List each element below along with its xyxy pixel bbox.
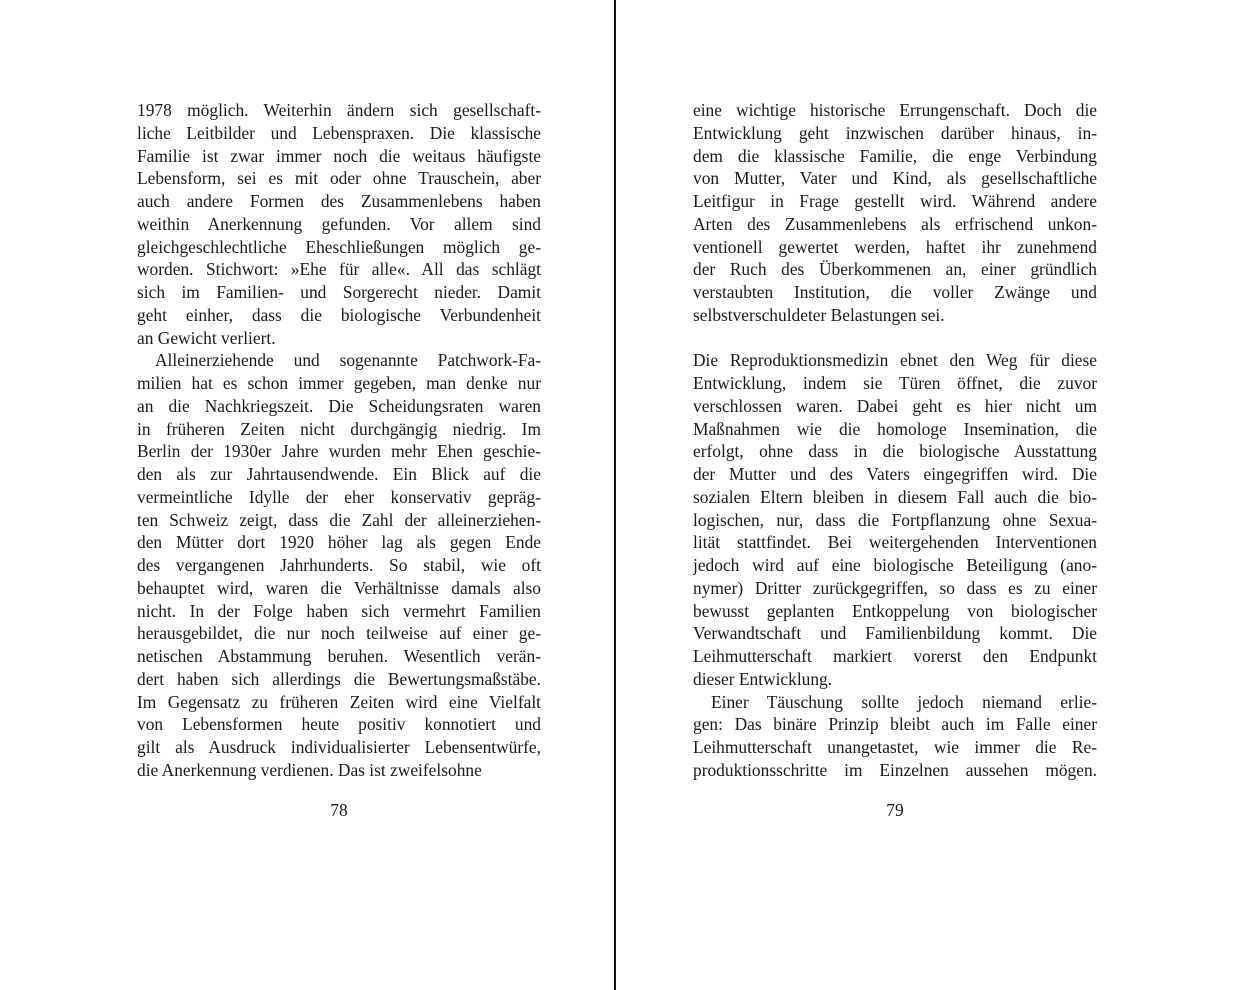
text-line: jedoch wird auf eine biologische Beteiligung (ano- (693, 555, 1097, 575)
text-line: den Mütter dort 1920 höher lag als gegen Ende (137, 532, 541, 553)
text-line: an Gewicht verliert. (137, 327, 276, 348)
text-line: Entwicklung, indem sie Türen öffnet, die zuvor (693, 373, 1097, 393)
text-line: sozialen Eltern bleiben in diesem Fall auch die bio- (693, 486, 1097, 507)
text-line: worden. Stichwort: »Ehe für alle«. All das schlägt (137, 259, 541, 280)
text-line: von Lebensformen heute positiv konnotiert und (137, 714, 541, 735)
text-line: Im Gegensatz zu früheren Zeiten wird eine Vielfalt (137, 691, 541, 712)
book-spine-divider (614, 0, 616, 990)
text-line: gleichgeschlechtliche Eheschließungen möglich ge- (137, 236, 541, 257)
text-line: dieser Entwicklung. (693, 668, 833, 689)
text-line: weithin Anerkennung gefunden. Vor allem sind (137, 213, 541, 234)
text-line: Alleinerziehende und sogenannte Patchwork-Fa- (155, 350, 541, 371)
text-line: an die Nachkriegszeit. Die Scheidungsraten waren (137, 395, 541, 416)
text-line: der Ruch des Überkommenen an, einer gründlich (693, 259, 1097, 280)
text-line: herausgebildet, die nur noch teilweise auf einer ge- (137, 623, 541, 644)
text-line: bewusst geplanten Entkoppelung von biologischer (693, 600, 1097, 621)
text-line: nymer) Dritter zurückgegriffen, so dass es zu einer (693, 577, 1097, 598)
text-line (693, 327, 1097, 350)
text-line: in früheren Zeiten nicht durchgängig niedrig. Im (137, 418, 541, 439)
text-line: eine wichtige historische Errungenschaft. Doch die (693, 100, 1097, 120)
text-line: dert haben sich allerdings die Bewertungsmaßstäbe. (137, 668, 541, 689)
text-line: Leihmutterschaft unangetastet, wie immer die Re- (693, 737, 1097, 757)
text-line: ten Schweiz zeigt, dass die Zahl der alleinerziehen- (137, 509, 541, 530)
text-line: dem die klassische Familie, die enge Verbindung (693, 145, 1097, 166)
text-line: behauptet wird, waren die Verhältnisse damals also (137, 577, 541, 598)
text-line: gen: Das binäre Prinzip bleibt auch im Falle einer (693, 714, 1097, 735)
text-line: gilt als Ausdruck individualisierter Lebensentwürfe, (137, 737, 541, 757)
text-line: verstaubten Institution, die voller Zwänge und (693, 282, 1097, 302)
text-line: Maßnahmen wie die homologe Insemination, die (693, 418, 1097, 439)
text-line: logischen, nur, dass die Fortpflanzung ohne Sexua- (693, 509, 1097, 530)
text-line: selbstverschuldeter Belastungen sei. (693, 304, 945, 325)
text-line: der Mutter und des Vaters eingegriffen wird. Die (693, 464, 1097, 484)
text-line: Leihmutterschaft markiert vorerst den Endpunkt (693, 646, 1097, 666)
left-page-number: 78 (330, 800, 348, 820)
text-line: Leitfigur in Frage gestellt wird. Während andere (693, 191, 1097, 211)
text-line: Familie ist zwar immer noch die weitaus häufigste (137, 145, 541, 166)
text-line: den als zur Jahrtausendwende. Ein Blick auf die (137, 464, 541, 484)
text-line: Verwandtschaft und Familienbildung kommt. Die (693, 623, 1097, 644)
text-line: produktionsschritte im Einzelnen aussehen mögen. (693, 759, 1097, 780)
text-line: Berlin der 1930er Jahre wurden mehr Ehen geschie- (137, 441, 541, 462)
text-line: liche Leitbilder und Lebenspraxen. Die klassische (137, 122, 541, 143)
text-line: nicht. In der Folge haben sich vermehrt Familien (137, 600, 541, 621)
text-line: 1978 möglich. Weiterhin ändern sich gesellschaft- (137, 100, 541, 120)
text-line: die Anerkennung verdienen. Das ist zweifelsohne (137, 759, 482, 780)
right-page-text (693, 99, 1097, 782)
text-line: erfolgt, ohne dass in die biologische Ausstattung (693, 441, 1097, 462)
text-line: auch andere Formen des Zusammenlebens haben (137, 191, 541, 211)
text-line: geht einher, dass die biologische Verbundenheit (137, 304, 541, 325)
text-line: des vergangenen Jahrhunderts. So stabil, wie oft (137, 555, 541, 575)
right-page-number: 79 (886, 800, 904, 820)
text-line: Einer Täuschung sollte jedoch niemand erlie- (711, 691, 1097, 712)
text-line: Arten des Zusammenlebens als erfrischend unkon- (693, 213, 1097, 234)
text-line: Entwicklung geht inzwischen darüber hinaus, in- (693, 122, 1097, 143)
text-line: von Mutter, Vater und Kind, als gesellschaftliche (693, 168, 1097, 189)
text-line: verschlossen waren. Dabei geht es hier nicht um (693, 395, 1097, 416)
text-line: sich im Familien- und Sorgerecht nieder. Damit (137, 282, 541, 302)
left-page-text (137, 99, 541, 782)
text-line: lität stattfindet. Bei weitergehenden Interventionen (693, 532, 1097, 553)
text-line: Lebensform, sei es mit oder ohne Trauschein, aber (137, 168, 541, 189)
text-line: ventionell gewertet werden, haftet ihr zunehmend (693, 236, 1097, 257)
text-line: netischen Abstammung beruhen. Wesentlich verän- (137, 646, 541, 666)
text-line: vermeintliche Idylle der eher konservativ gepräg- (137, 486, 541, 507)
text-line: Die Reproduktionsmedizin ebnet den Weg für diese (693, 350, 1097, 371)
text-line: milien hat es schon immer gegeben, man denke nur (137, 373, 541, 393)
